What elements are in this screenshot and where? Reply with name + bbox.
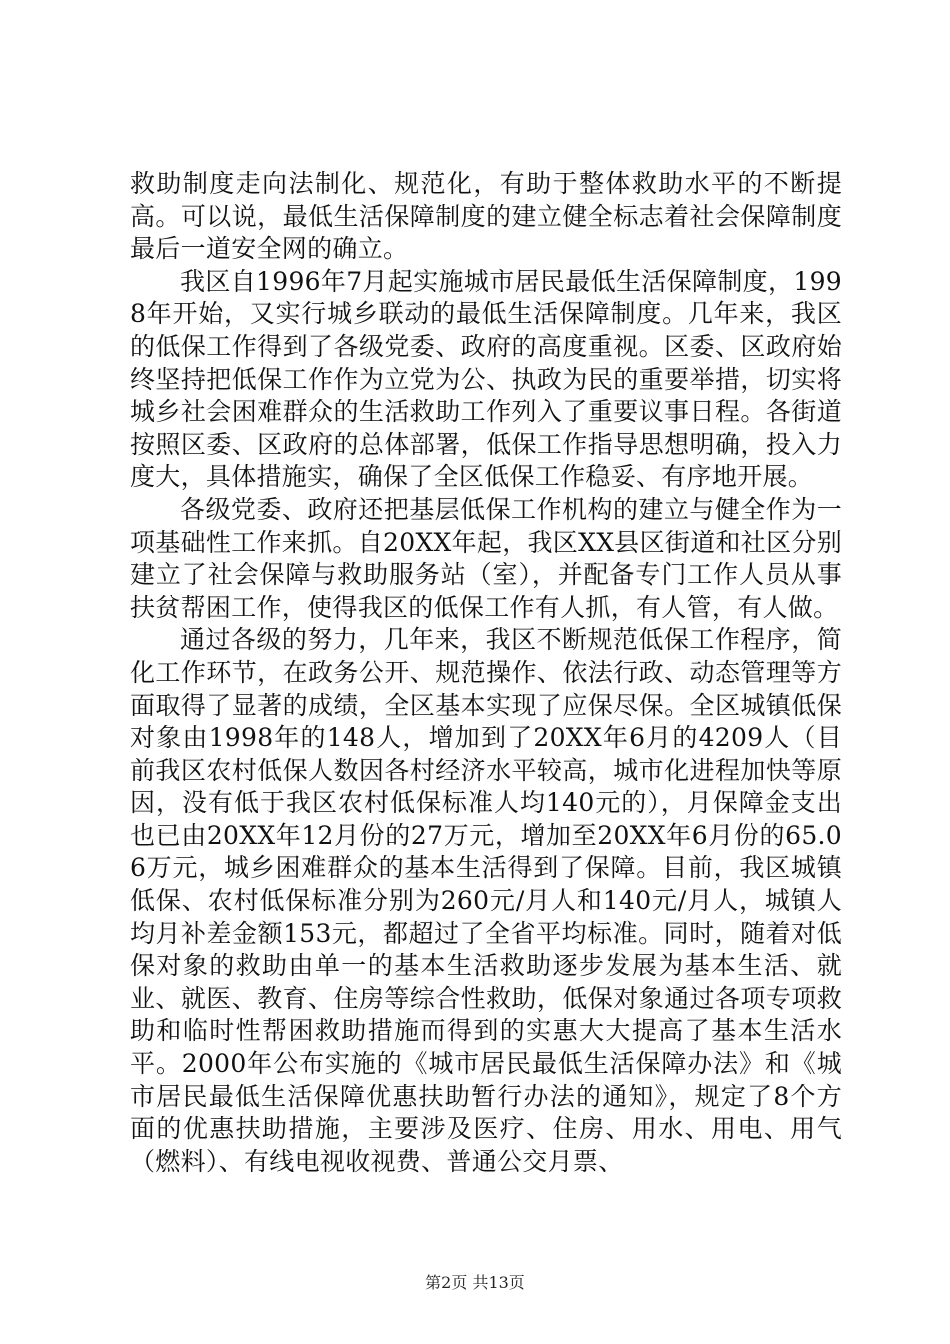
document-body: [130, 168, 842, 1178]
page-number-footer: 第2页 共13页: [425, 1273, 525, 1292]
paragraph-3: 各级党委、政府还把基层低保工作机构的建立与健全作为一项基础性工作来抓。自20XX年起，我区XX县区街道和社区分别建立了社会保障与救助服务站（室），并配备专门工作人员从事扶贫帮困工作，使得我区的低保工作有人抓，有人管，有人做。: [130, 494, 843, 622]
paragraph-1: 救助制度走向法制化、规范化，有助于整体救助水平的不断提高。可以说，最低生活保障制度的建立健全标志着社会保障制度最后一道安全网的确立。: [130, 169, 842, 264]
paragraph-4: 通过各级的努力，几年来，我区不断规范低保工作程序，简化工作环节，在政务公开、规范操作、依法行政、动态管理等方面取得了显著的成绩，全区基本实现了应保尽保。全区城镇低保对象由1998年的148人，增加到了20XX年6月的4209人（目前我区农村低保人数因各村经济水平较高，城市化进程加快等原因，没有低于我区农村低保标准人均140元的），月保障金支出也已由20XX年12月份的27万元，增加至20XX年6月份的65.06万元，城乡困难群众的基本生活得到了保障。目前，我区城镇低保、农村低保标准分别为260元/月人和140元/月人，城镇人均月补差金额153元，都超过了全省平均标准。同时，随着对低保对象的救助由单一的基本生活救助逐步发展为基本生活、就业、就医、教育、住房等综合性救助，低保对象通过各项专项救助和临时性帮困救助措施而得到的实惠大大提高了基本生活水平。2000年公布实施的《城市居民最低生活保障办法》和《城市居民最低生活保障优惠扶助暂行办法的通知》，规定了8个方面的优惠扶助措施，主要涉及医疗、住房、用水、用电、用气（燃料）、有线电视收视费、普通公交月票、: [130, 625, 842, 1176]
paragraph-2: 我区自1996年7月起实施城市居民最低生活保障制度，1998年开始，又实行城乡联动的最低生活保障制度。几年来，我区的低保工作得到了各级党委、政府的高度重视。区委、区政府始终坚持把低保工作作为立党为公、执政为民的重要举措，切实将城乡社会困难群众的生活救助工作列入了重要议事日程。各街道按照区委、区政府的总体部署，低保工作指导思想明确，投入力度大，具体措施实，确保了全区低保工作稳妥、有序地开展。: [130, 266, 842, 492]
